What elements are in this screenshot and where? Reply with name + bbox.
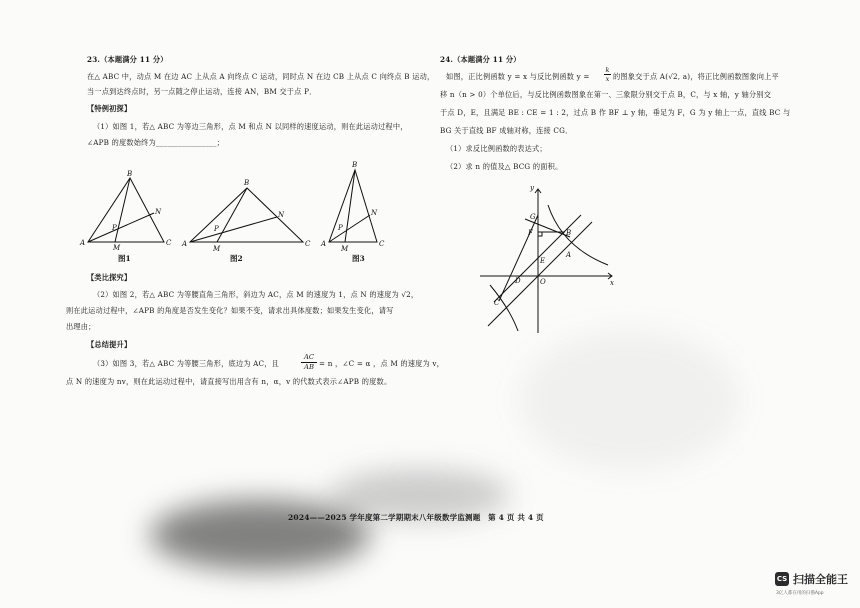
svg-text:C: C — [166, 239, 172, 247]
scan-shadow — [520, 330, 740, 470]
svg-text:O: O — [540, 278, 546, 286]
fraction-numerator: AC — [301, 353, 317, 363]
q23-title: 23.（本题满分 11 分） — [87, 55, 168, 64]
page-footer: 2024——2025 学年度第二学期期末八年级数学监测题 第 4 页 共 4 页 — [288, 513, 544, 522]
part3-line1-start: （3）如图 3，若△ ABC 为等腰三角形，底边为 AC，且 — [93, 359, 279, 368]
figure-2-isosceles-right-triangle — [182, 179, 315, 253]
svg-text:F: F — [528, 229, 533, 237]
section-heading-analogy: 【类比探究】 — [87, 273, 132, 282]
scan-shadow — [150, 500, 370, 570]
svg-text:B: B — [352, 161, 358, 169]
svg-text:P: P — [112, 224, 117, 232]
svg-text:B: B — [566, 229, 572, 237]
q24-title: 24.（本题满分 11 分） — [440, 55, 521, 64]
svg-text:x: x — [610, 279, 614, 287]
svg-text:B: B — [127, 170, 133, 178]
svg-text:C: C — [305, 240, 311, 248]
fraction-numerator: k — [605, 66, 610, 74]
q24-subquestion-2: （2）求 n 的值及△ BCG 的面积。 — [446, 162, 563, 171]
svg-text:M: M — [113, 244, 121, 252]
part2-line3: 出理由； — [66, 322, 96, 331]
part1-line1: （1）如图 1，若△ ABC 为等边三角形，点 M 和点 N 以同样的速度运动，则在此运动过程中， — [93, 122, 408, 131]
svg-text:N: N — [278, 211, 285, 219]
svg-text:E: E — [540, 257, 546, 265]
q23-intro-line1: 在△ ABC 中，动点 M 在边 AC 上从点 A 向终点 C 运动，同时点 N 在边 CB 上从点 C 向终点 B 运动， — [87, 72, 435, 81]
fraction-denominator: x — [605, 75, 610, 83]
fraction-denominator: AB — [304, 363, 314, 371]
svg-text:B: B — [244, 179, 250, 187]
q24-subquestion-1: （1）求反比例函数的表达式； — [446, 144, 547, 153]
svg-text:P: P — [214, 225, 219, 233]
svg-text:M: M — [341, 245, 349, 253]
figure-1-equilateral-triangle — [80, 170, 188, 252]
svg-text:D: D — [515, 277, 521, 285]
q24-line4: BG 关于直线 BF 成轴对称，连接 CG． — [440, 126, 573, 135]
svg-text:A: A — [321, 240, 327, 248]
svg-text:y: y — [530, 184, 534, 192]
svg-text:C: C — [379, 240, 385, 248]
figure-2-caption: 图2 — [230, 254, 243, 263]
section-heading-summary: 【总结提升】 — [87, 340, 132, 349]
fraction-ac-over-ab — [301, 353, 317, 372]
q24-line1-start: 如图，正比例函数 y = x 与反比例函数 y = — [446, 72, 590, 81]
figure-3-isosceles-triangle — [321, 160, 385, 253]
svg-text:N: N — [155, 208, 162, 216]
section-heading-special-case: 【特例初探】 — [87, 104, 132, 113]
camscanner-logo-icon: CS — [775, 572, 789, 586]
part3-line2: 点 N 的速度为 nv，则在此运动过程中，请直接写出用含有 n，α，v 的代数式表示∠APB 的度数。 — [66, 377, 392, 386]
svg-text:A: A — [80, 239, 86, 247]
svg-text:C: C — [494, 299, 500, 307]
part3-line1-end: = n ，∠C = α ，点 M 的速度为 v， — [319, 359, 445, 368]
figure-3-caption: 图3 — [352, 254, 365, 263]
q24-line2: 移 n（n > 0）个单位后，与反比例函数图象在第一、三象限分别交于点 B，C，与 x 轴，y 轴分别交 — [440, 90, 772, 99]
svg-text:A: A — [566, 251, 572, 259]
svg-text:P: P — [338, 224, 343, 232]
q24-line3: 于点 D，E，且满足 BE : CE = 1 : 2，过点 B 作 BF ⊥ y 轴，垂足为 F，G 为 y 轴上一点，直线 BC 与 — [440, 108, 791, 117]
fraction-k-over-x — [604, 66, 611, 83]
svg-text:G: G — [530, 213, 536, 221]
figure-1-caption: 图1 — [118, 254, 131, 263]
camscanner-tagline: 3亿人都在用的扫描App — [776, 591, 824, 596]
svg-text:M: M — [213, 245, 221, 253]
part1-line2: ∠APB 的度数始终为________________； — [87, 138, 225, 147]
part2-line2: 则在此运动过程中，∠APB 的角度是否发生变化？如果不变，请求出具体度数；如果发生变化，请写 — [66, 306, 394, 315]
part2-line1: （2）如图 2，若△ ABC 为等腰直角三角形，斜边为 AC，点 M 的速度为 1，点 N 的速度为 √2， — [93, 290, 419, 299]
q24-line1-end: 的图象交于点 A(√2, a)，将正比例函数图象向上平 — [613, 72, 779, 81]
svg-text:N: N — [371, 209, 378, 217]
svg-text:A: A — [182, 240, 188, 248]
q23-intro-line2: 当一点到达终点时，另一点随之停止运动，连接 AN，BM 交于点 P． — [87, 87, 317, 96]
q24-coordinate-figure — [480, 185, 620, 335]
camscanner-app-name: 扫描全能王 — [793, 573, 848, 586]
